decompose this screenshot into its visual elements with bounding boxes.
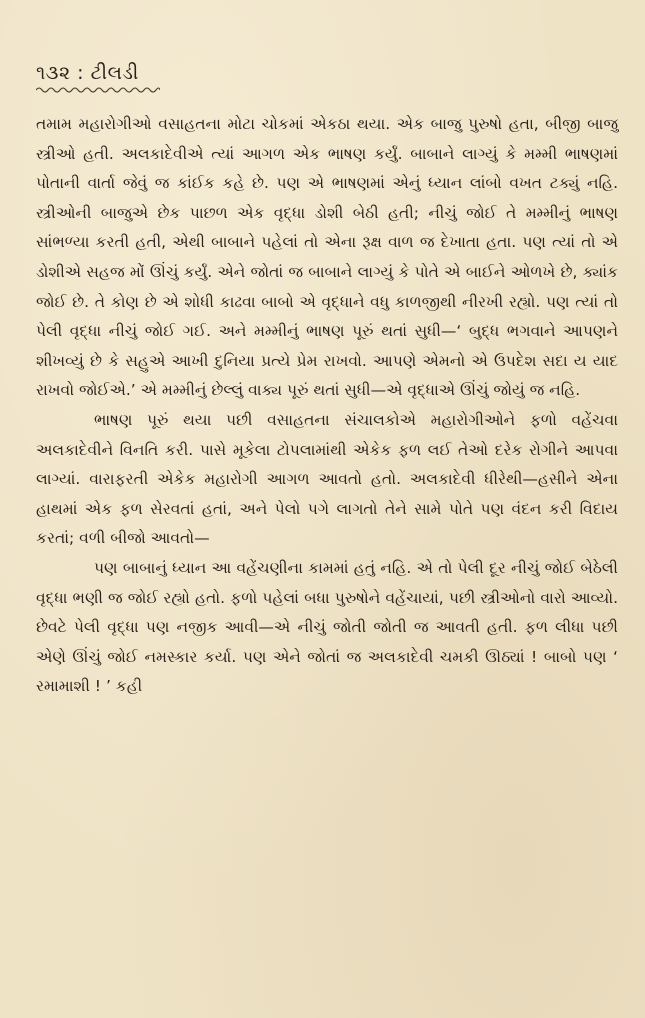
wavy-underline-ornament	[36, 86, 160, 94]
page-header	[36, 62, 236, 104]
page-number-and-title: ૧૩૨ : ટીલડી	[36, 62, 139, 84]
paragraph: તમામ મહારોગીઓ વસાહતના મોટા ચોકમાં એકઠા થયા. એક બાજુ પુરુષો હતા, બીજી બાજુ સ્ત્રીઓ હતી. અલકાદેવીએ ત્યાં આગળ એક ભાષણ કર્યું. બાબાને લાગ્યું કે મમ્મી ભાષણમાં પોતાની વાર્તા જેવું જ કાંઈક કહે છે. પણ એ ભાષણમાં એનું ધ્યાન લાંબો વખત ટક્યું નહિ. સ્ત્રીઓની બાજુએ છેક પાછળ એક વૃદ્ધા ડોશી બેઠી હતી; નીચું જોઈ તે મમ્મીનું ભાષણ સાંભળ્યા કરતી હતી, એથી બાબાને પહેલાં તો એના રૂક્ષ વાળ જ દેખાતા હતા. પણ ત્યાં તો એ ડોશીએ સહજ મોં ઊંચું કર્યું. એને જોતાં જ બાબાને લાગ્યું કે પોતે એ બાઈને ઓળખે છે, ક્યાંક જોઈ છે. તે કોણ છે એ શોધી કાઢવા બાબો એ વૃદ્ધાને વધુ કાળજીથી નીરખી રહ્યો. પણ ત્યાં તો પેલી વૃદ્ધા નીચું જોઈ ગઈ. અને મમ્મીનું ભાષણ પૂરું થતાં સુધી—‘ બુદ્ધ ભગવાને આપણને શીખવ્યું છે કે સહુએ આખી દુનિયા પ્રત્યે પ્રેમ રાખવો. આપણે એમનો એ ઉપદેશ સદા ય યાદ રાખવો જોઈએ.’ એ મમ્મીનું છેલ્લું વાક્ય પૂરું થતાં સુધી—એ વૃદ્ધાએ ઊંચું જોયું જ નહિ.	[36, 115, 618, 400]
paragraph: પણ બાબાનું ધ્યાન આ વહેંચણીના કામમાં હતું નહિ. એ તો પેલી દૂર નીચું જોઈ બેઠેલી વૃદ્ધા ભણી જ જોઈ રહ્યો હતો. ફળો પહેલાં બધા પુરુષોને વહેંચાયાં, પછી સ્ત્રીઓનો વારો આવ્યો. છેવટે પેલી વૃદ્ધા પણ નજીક આવી—એ નીચું જોતી જોતી જ આવતી હતી. ફળ લીધા પછી એણે ઊંચું જોઈ નમસ્કાર કર્યા. પણ એને જોતાં જ અલકાદેવી ચમકી ઊઠ્યાં ! બાબો પણ ‘ રમામાશી ! ’ કહી	[36, 558, 618, 696]
page-body	[36, 110, 618, 702]
paragraph: ભાષણ પૂરું થયા પછી વસાહતના સંચાલકોએ મહારોગીઓને ફળો વહેંચવા અલકાદેવીને વિનતિ કરી. પાસે મૂકેલા ટોપલામાંથી એકેક ફળ લઈ તેઓ દરેક રોગીને આપવા લાગ્યાં. વારાફરતી એકેક મહારોગી આગળ આવતો હતો. અલકાદેવી ધીરેથી—હસીને એના હાથમાં એક ફળ સેરવતાં હતાં, અને પેલો પગે લાગતો તેને સામે પોતે પણ વંદન કરી વિદાય કરતાં; વળી બીજો આવતો—	[36, 410, 618, 548]
